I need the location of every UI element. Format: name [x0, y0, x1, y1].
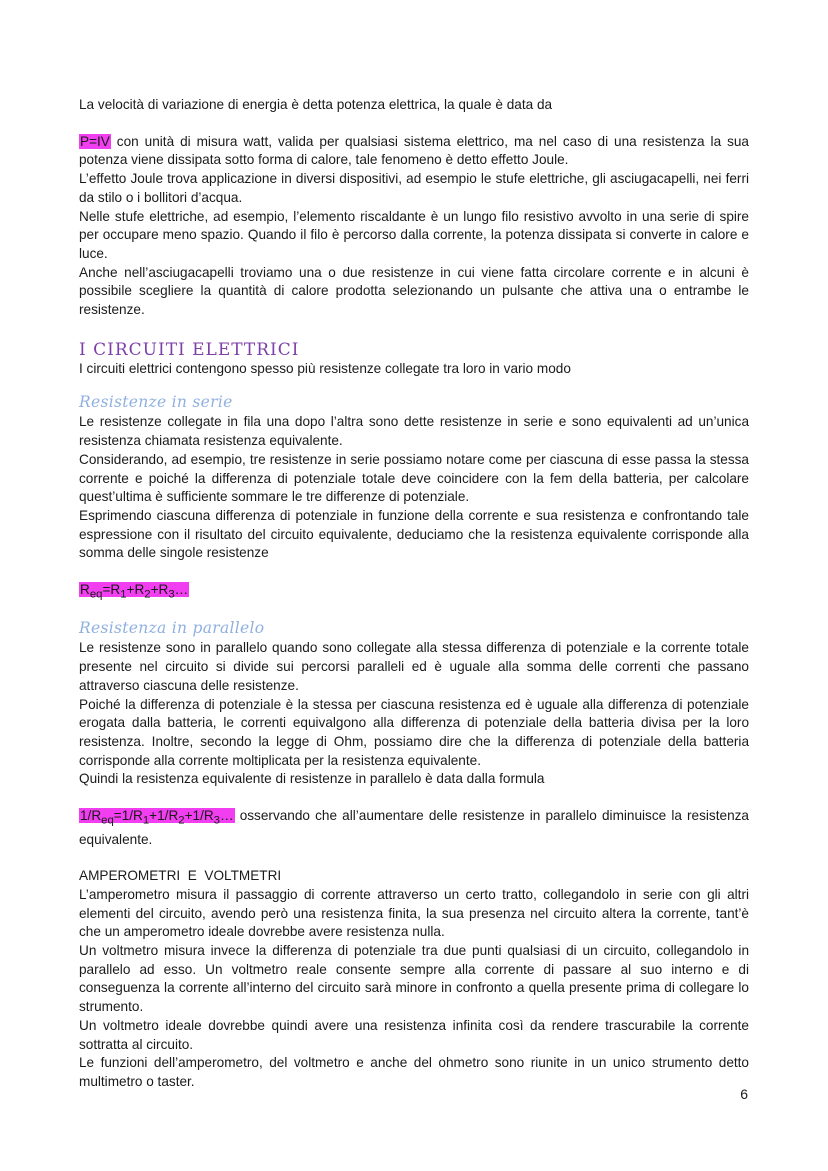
meters-paragraph-2: Un voltmetro misura invece la differenza di potenziale tra due punti qualsiasi di un circuito, collegandolo in parallelo ad esso. Un voltmetro reale consente sempre alla corrente di passare al suo interno e di conseguenza la corrente all’interno del circuito sarà minore in confronto a quella presente prima di collegare lo strumento. [79, 943, 749, 1015]
meters-heading: AMPEROMETRI E VOLTMETRI [79, 868, 282, 884]
series-formula-line [79, 581, 749, 604]
parallel-paragraph-1: Le resistenze sono in parallelo quando sono collegate alla stessa differenza di potenziale e la corrente totale presente nel circuito si divide sui percorsi paralleli ed è uguale alla somma delle correnti che passano attraverso ciascuna delle resistenze. [79, 640, 749, 693]
series-paragraph-1: Le resistenze collegate in fila una dopo l’altra sono dette resistenze in serie e sono equivalenti ad un’unica resistenza chiamata resistenza equivalente. [79, 414, 749, 449]
parallel-formula-highlight: $1/R_{eq}=1/R_1+1/R_2+1/R_3\dots$ [80, 808, 234, 827]
meters-paragraph-1: L’amperometro misura il passaggio di corrente attraverso un certo tratto, collegandolo in serie con gli altri elementi del circuito, avendo però una resistenza finita, la sua presenza nel circuito altera la corrente, tant’è che un amperometro ideale dovrebbe avere resistenza nulla. [79, 886, 749, 940]
parallel-formula-text: osservando che all’aumentare delle resistenze in parallelo diminuisce la resistenza equivalente. [79, 808, 749, 847]
series-paragraph-3: Esprimendo ciascuna differenza di potenziale in funzione della corrente e sua resistenza e confrontando tale espressione con il risultato del circuito equivalente, deduciamo che la resistenza equivalente corrisponde alla somma delle singole resistenze [79, 507, 749, 561]
joule-paragraph-1: L’effetto Joule trova applicazione in diversi dispositivi, ad esempio le stufe elettriche, gli asciugacapelli, nei ferri da stilo o i bollitori d’acqua. [79, 171, 749, 205]
joule-paragraph-2: Nelle stufe elettriche, ad esempio, l’elemento riscaldante è un lungo filo resistivo avvolto in una serie di spire per occupare meno spazio. Quando il filo è percorso dalla corrente, la potenza dissipata si converte in calore e luce. [79, 208, 749, 261]
subsection-title-parallel: Resistenza in parallelo [79, 619, 265, 638]
meters-paragraph-4: Le funzioni dell’amperometro, del voltmetro e anche del ohmetro sono riunite in un unico strumento detto multimetro o taster. [79, 1055, 749, 1089]
meters-paragraph-3: Un voltmetro ideale dovrebbe quindi avere una resistenza infinita così da rendere trascurabile la corrente sottratta al circuito. [79, 1017, 749, 1052]
series-paragraph-2: Considerando, ad esempio, tre resistenze in serie possiamo notare come per ciascuna di esse passa la stessa corrente e poiché la differenza di potenziale totale deve coincidere con la fem della batteria, per calcolare quest’ultima è sufficiente sommare le tre differenze di potenziale. [79, 451, 749, 505]
subsection-title-series: Resistenze in serie [79, 393, 233, 412]
parallel-paragraph-3: Quindi la resistenza equivalente di resistenze in parallelo è data dalla formula [79, 771, 545, 787]
power-text: con unità di misura watt, valida per qualsiasi sistema elettrico, ma nel caso di una resistenza la sua potenza viene dissipata sotto forma di calore, tale fenomeno è detto effetto Joule. [79, 133, 749, 168]
intro-paragraph: La velocità di variazione di energia è detta potenza elettrica, la quale è data da [79, 97, 553, 112]
parallel-formula-paragraph [79, 807, 749, 849]
joule-paragraph-3: Anche nell’asciugacapelli troviamo una o due resistenze in cui viene fatta circolare corrente e in alcuni è possibile scegliere la quantità di calore prodotta selezionando un pulsante che attiva una o entrambe le resistenze. [79, 264, 749, 318]
circuits-intro: I circuiti elettrici contengono spesso più resistenze collegate tra loro in vario modo [79, 360, 571, 376]
series-formula-highlight: $R_{eq}=R_1+R_2+R_3\dots$ [80, 582, 189, 601]
power-formula-highlight: P=IV [80, 133, 110, 149]
document-page [79, 96, 749, 1092]
parallel-paragraph-2: Poiché la differenza di potenziale è la stessa per ciascuna resistenza ed è uguale alla differenza di potenziale erogata dalla batteria, le correnti equivalgono alla differenza di potenziale della batteria divisa per la loro resistenza. Inoltre, secondo la legge di Ohm, possiamo dire che la differenza di potenziale della batteria corrisponde alla corrente moltiplicata per la resistenza equivalente. [79, 696, 749, 768]
section-title-circuits: I CIRCUITI ELETTRICI [79, 339, 300, 360]
power-paragraph [79, 133, 749, 170]
page-number: 6 [740, 1086, 748, 1102]
